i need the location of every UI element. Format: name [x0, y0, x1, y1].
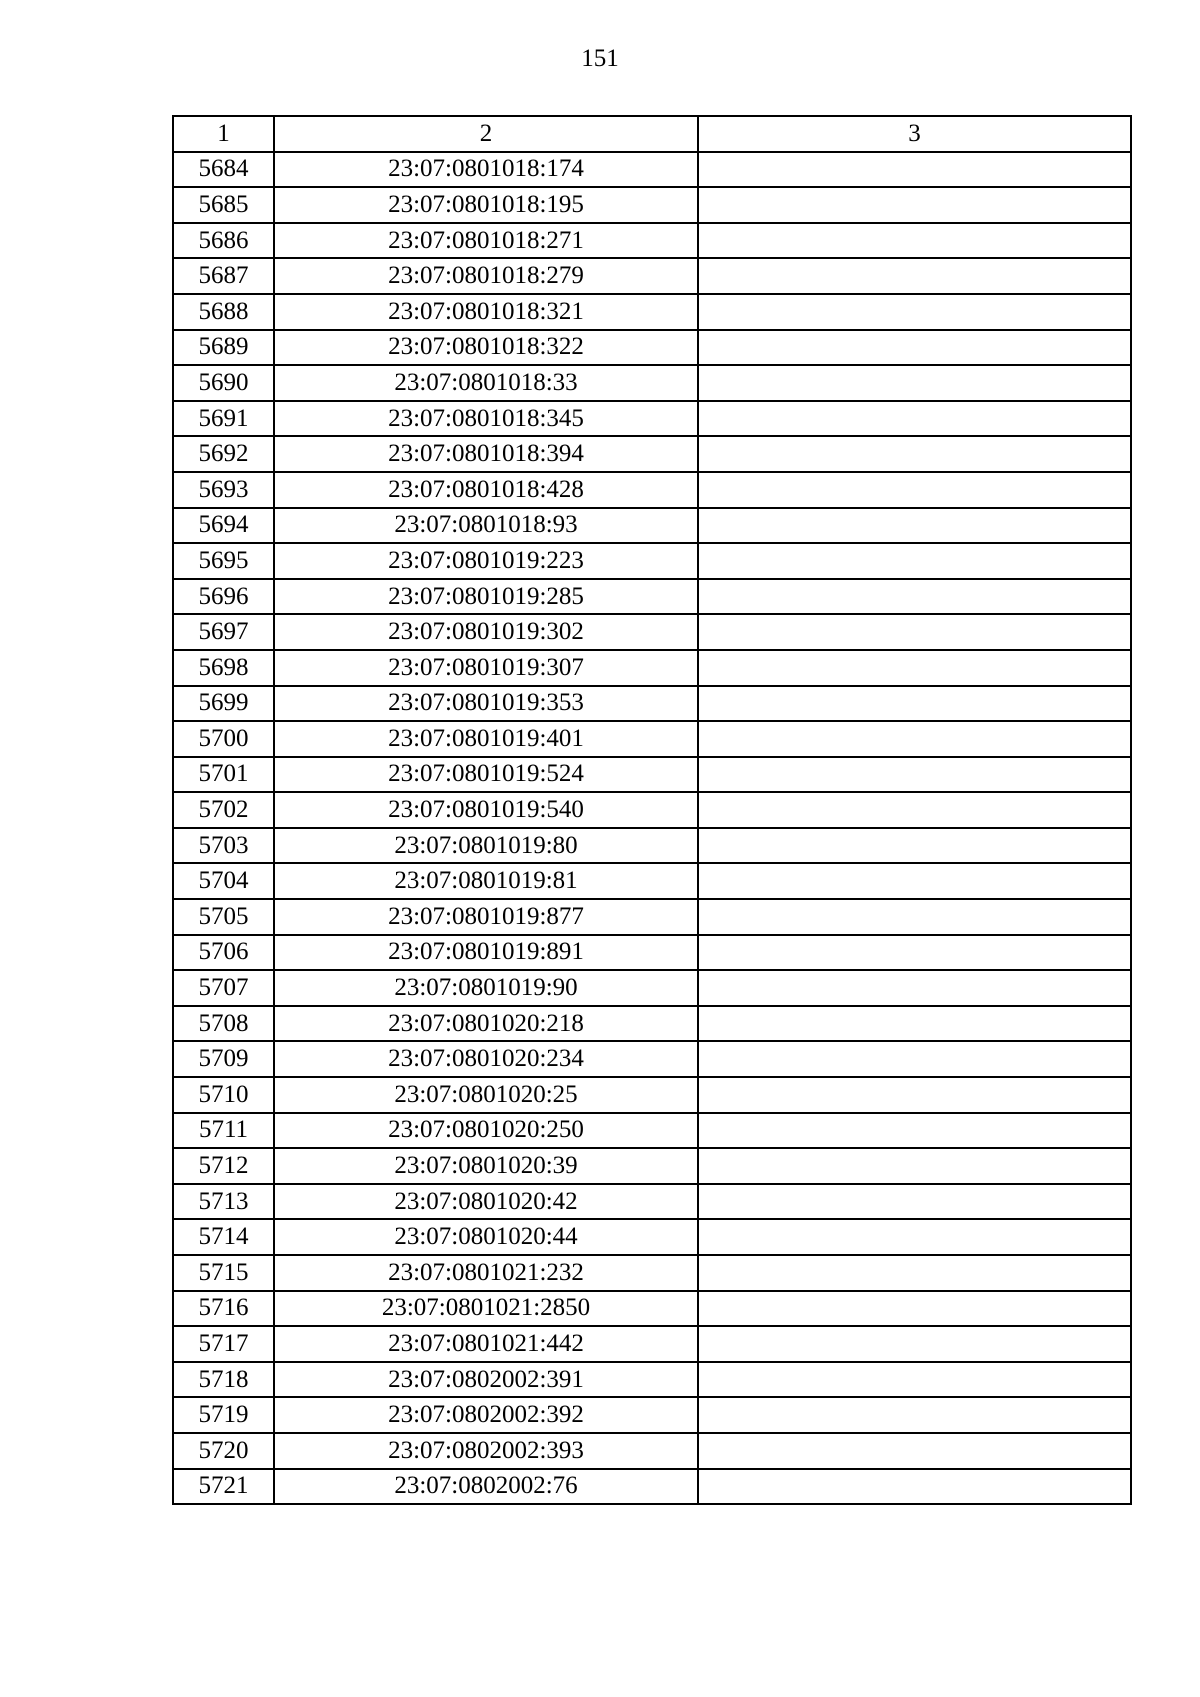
cadastral-number-cell: 23:07:0801018:271 [274, 223, 698, 259]
table-row [173, 1255, 1131, 1291]
cadastral-number-cell: 23:07:0801020:234 [274, 1041, 698, 1077]
table-row [173, 721, 1131, 757]
row-number-cell: 5690 [173, 365, 274, 401]
table-row [173, 1219, 1131, 1255]
row-number-cell: 5709 [173, 1041, 274, 1077]
cadastral-number-cell: 23:07:0801018:322 [274, 330, 698, 366]
note-cell [698, 1469, 1131, 1505]
cadastral-number-cell: 23:07:0802002:76 [274, 1469, 698, 1505]
row-number-cell: 5717 [173, 1326, 274, 1362]
cadastral-number-cell: 23:07:0801019:81 [274, 863, 698, 899]
cadastral-number-cell: 23:07:0801019:90 [274, 970, 698, 1006]
note-cell [698, 899, 1131, 935]
note-cell [698, 1291, 1131, 1327]
cadastral-number-cell: 23:07:0801018:174 [274, 152, 698, 188]
note-cell [698, 1113, 1131, 1149]
registry-table [172, 115, 1132, 1505]
row-number-cell: 5720 [173, 1433, 274, 1469]
table-row [173, 1469, 1131, 1505]
table-row [173, 757, 1131, 793]
note-cell [698, 863, 1131, 899]
row-number-cell: 5706 [173, 935, 274, 971]
cadastral-number-cell: 23:07:0801019:524 [274, 757, 698, 793]
table-body [173, 152, 1131, 1505]
cadastral-number-cell: 23:07:0801020:250 [274, 1113, 698, 1149]
cadastral-number-cell: 23:07:0802002:392 [274, 1397, 698, 1433]
header-row [173, 116, 1131, 152]
note-cell [698, 1077, 1131, 1113]
cadastral-number-cell: 23:07:0801019:877 [274, 899, 698, 935]
note-cell [698, 1041, 1131, 1077]
note-cell [698, 792, 1131, 828]
row-number-cell: 5711 [173, 1113, 274, 1149]
row-number-cell: 5704 [173, 863, 274, 899]
row-number-cell: 5718 [173, 1362, 274, 1398]
cadastral-number-cell: 23:07:0801020:44 [274, 1219, 698, 1255]
cadastral-number-cell: 23:07:0801019:307 [274, 650, 698, 686]
cadastral-number-cell: 23:07:0801019:285 [274, 579, 698, 615]
note-cell [698, 1397, 1131, 1433]
table-row [173, 1006, 1131, 1042]
table-header [173, 116, 1131, 152]
row-number-cell: 5689 [173, 330, 274, 366]
row-number-cell: 5693 [173, 472, 274, 508]
row-number-cell: 5696 [173, 579, 274, 615]
table-row [173, 365, 1131, 401]
row-number-cell: 5712 [173, 1148, 274, 1184]
table-row [173, 1041, 1131, 1077]
table-row [173, 899, 1131, 935]
table-row [173, 686, 1131, 722]
cadastral-number-cell: 23:07:0801018:195 [274, 187, 698, 223]
note-cell [698, 1219, 1131, 1255]
cadastral-number-cell: 23:07:0802002:391 [274, 1362, 698, 1398]
table-row [173, 401, 1131, 437]
cadastral-number-cell: 23:07:0801018:394 [274, 436, 698, 472]
row-number-cell: 5695 [173, 543, 274, 579]
table-row [173, 508, 1131, 544]
row-number-cell: 5714 [173, 1219, 274, 1255]
table-row [173, 472, 1131, 508]
cadastral-number-cell: 23:07:0801018:428 [274, 472, 698, 508]
note-cell [698, 330, 1131, 366]
table-row [173, 294, 1131, 330]
note-cell [698, 1184, 1131, 1220]
row-number-cell: 5700 [173, 721, 274, 757]
table-row [173, 258, 1131, 294]
note-cell [698, 436, 1131, 472]
cadastral-number-cell: 23:07:0801019:353 [274, 686, 698, 722]
note-cell [698, 152, 1131, 188]
note-cell [698, 543, 1131, 579]
row-number-cell: 5694 [173, 508, 274, 544]
note-cell [698, 579, 1131, 615]
cadastral-number-cell: 23:07:0801020:39 [274, 1148, 698, 1184]
table-row [173, 187, 1131, 223]
row-number-cell: 5688 [173, 294, 274, 330]
table-row [173, 223, 1131, 259]
row-number-cell: 5703 [173, 828, 274, 864]
row-number-cell: 5697 [173, 614, 274, 650]
row-number-cell: 5721 [173, 1469, 274, 1505]
note-cell [698, 935, 1131, 971]
row-number-cell: 5715 [173, 1255, 274, 1291]
note-cell [698, 1433, 1131, 1469]
table-row [173, 935, 1131, 971]
note-cell [698, 1148, 1131, 1184]
table-row [173, 650, 1131, 686]
note-cell [698, 365, 1131, 401]
table-row [173, 1077, 1131, 1113]
note-cell [698, 1326, 1131, 1362]
cadastral-number-cell: 23:07:0801020:218 [274, 1006, 698, 1042]
note-cell [698, 472, 1131, 508]
row-number-cell: 5710 [173, 1077, 274, 1113]
cadastral-number-cell: 23:07:0801019:401 [274, 721, 698, 757]
table-row [173, 614, 1131, 650]
note-cell [698, 828, 1131, 864]
table-row [173, 1148, 1131, 1184]
table-row [173, 330, 1131, 366]
table-row [173, 1397, 1131, 1433]
header-cell-col-1: 1 [173, 116, 274, 152]
row-number-cell: 5685 [173, 187, 274, 223]
row-number-cell: 5705 [173, 899, 274, 935]
note-cell [698, 1006, 1131, 1042]
table-row [173, 792, 1131, 828]
row-number-cell: 5699 [173, 686, 274, 722]
table-row [173, 1362, 1131, 1398]
row-number-cell: 5698 [173, 650, 274, 686]
cadastral-number-cell: 23:07:0801021:2850 [274, 1291, 698, 1327]
note-cell [698, 721, 1131, 757]
note-cell [698, 1255, 1131, 1291]
table-row [173, 1113, 1131, 1149]
cadastral-number-cell: 23:07:0801019:891 [274, 935, 698, 971]
table-row [173, 863, 1131, 899]
note-cell [698, 508, 1131, 544]
table-row [173, 436, 1131, 472]
cadastral-number-cell: 23:07:0801019:80 [274, 828, 698, 864]
table-row [173, 970, 1131, 1006]
table-row [173, 1291, 1131, 1327]
row-number-cell: 5684 [173, 152, 274, 188]
note-cell [698, 258, 1131, 294]
header-cell-col-2: 2 [274, 116, 698, 152]
note-cell [698, 187, 1131, 223]
cadastral-number-cell: 23:07:0802002:393 [274, 1433, 698, 1469]
cadastral-number-cell: 23:07:0801018:345 [274, 401, 698, 437]
table-row [173, 1433, 1131, 1469]
table-row [173, 579, 1131, 615]
note-cell [698, 294, 1131, 330]
row-number-cell: 5692 [173, 436, 274, 472]
note-cell [698, 223, 1131, 259]
cadastral-number-cell: 23:07:0801020:42 [274, 1184, 698, 1220]
row-number-cell: 5713 [173, 1184, 274, 1220]
row-number-cell: 5691 [173, 401, 274, 437]
note-cell [698, 686, 1131, 722]
cadastral-number-cell: 23:07:0801019:302 [274, 614, 698, 650]
table-row [173, 1326, 1131, 1362]
row-number-cell: 5719 [173, 1397, 274, 1433]
table-row [173, 828, 1131, 864]
note-cell [698, 401, 1131, 437]
cadastral-number-cell: 23:07:0801019:540 [274, 792, 698, 828]
row-number-cell: 5707 [173, 970, 274, 1006]
page-number: 151 [581, 45, 619, 72]
cadastral-number-cell: 23:07:0801018:93 [274, 508, 698, 544]
note-cell [698, 650, 1131, 686]
cadastral-number-cell: 23:07:0801018:279 [274, 258, 698, 294]
cadastral-number-cell: 23:07:0801021:442 [274, 1326, 698, 1362]
row-number-cell: 5716 [173, 1291, 274, 1327]
row-number-cell: 5686 [173, 223, 274, 259]
cadastral-number-cell: 23:07:0801019:223 [274, 543, 698, 579]
table-row [173, 152, 1131, 188]
cadastral-number-cell: 23:07:0801020:25 [274, 1077, 698, 1113]
header-cell-col-3: 3 [698, 116, 1131, 152]
note-cell [698, 757, 1131, 793]
table-row [173, 543, 1131, 579]
row-number-cell: 5701 [173, 757, 274, 793]
cadastral-number-cell: 23:07:0801018:321 [274, 294, 698, 330]
row-number-cell: 5708 [173, 1006, 274, 1042]
note-cell [698, 1362, 1131, 1398]
table-row [173, 1184, 1131, 1220]
cadastral-number-cell: 23:07:0801021:232 [274, 1255, 698, 1291]
row-number-cell: 5687 [173, 258, 274, 294]
row-number-cell: 5702 [173, 792, 274, 828]
note-cell [698, 970, 1131, 1006]
note-cell [698, 614, 1131, 650]
cadastral-number-cell: 23:07:0801018:33 [274, 365, 698, 401]
